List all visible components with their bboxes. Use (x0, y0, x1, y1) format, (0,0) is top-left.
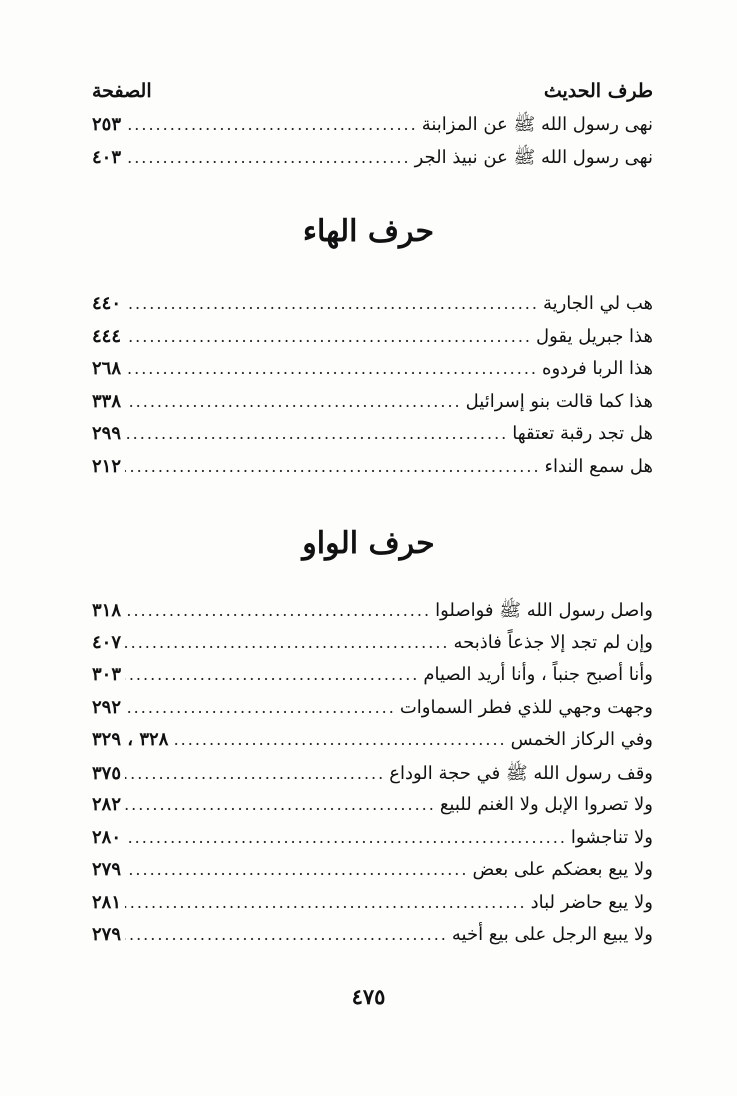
entry-text: واصل رسول الله ﷺ فواصلوا (435, 600, 653, 621)
entry-page: ٣١٨ (92, 600, 122, 621)
index-entry (92, 762, 653, 795)
index-entry (92, 293, 653, 326)
entry-text: هذا كما قالت بنو إسرائيل (465, 390, 653, 412)
leader-dots (125, 764, 385, 783)
entry-text: وجهت وجهي للذي فطر السماوات (399, 696, 653, 718)
entry-page: ٣٣٨ (92, 390, 122, 412)
page-column-label: الصفحة (92, 80, 152, 102)
hadith-column-label: طرف الحديث (543, 80, 653, 102)
leader-dots (125, 925, 448, 944)
index-entry (92, 599, 653, 632)
column-header (92, 78, 653, 104)
section-title-haa: حرف الهاء (302, 214, 435, 249)
entry-text: هل تجد رقبة تعتقها (512, 423, 653, 444)
entry-page: ٤٤٤ (92, 325, 122, 347)
section-title-waw: حرف الواو (302, 526, 435, 561)
entry-page: ٢١٢ (92, 455, 122, 477)
entry-text: وأنا أصبح جنباً ، وأنا أريد الصيام (423, 664, 653, 685)
entry-text: ولا يبع حاضر لباد (530, 891, 653, 913)
index-entry (92, 632, 653, 665)
index-entry (92, 729, 653, 762)
leader-dots (125, 294, 539, 313)
section-haa-entries (92, 293, 653, 488)
continued-entries (92, 113, 653, 178)
leader-dots (125, 698, 396, 717)
index-entry (92, 391, 653, 424)
entry-text: ولا يبيع الرجل على بيع أخيه (451, 924, 653, 945)
entry-page: ٤٤٠ (92, 293, 122, 314)
entry-text: هل سمع النداء (544, 455, 653, 477)
index-entry (92, 113, 653, 146)
index-entry (92, 859, 653, 892)
entry-page: ٤٠٣ (92, 146, 122, 168)
index-entry (92, 358, 653, 391)
entry-page: ٢٧٩ (92, 859, 122, 880)
entry-page: ٢٥٣ (92, 114, 122, 135)
entry-page: ٢٩٢ (92, 696, 122, 718)
index-entry (92, 924, 653, 957)
index-entry (92, 146, 653, 179)
section-waw-entries (92, 599, 653, 957)
leader-dots (125, 359, 538, 378)
leader-dots (125, 893, 527, 912)
index-entry (92, 664, 653, 697)
index-entry (92, 827, 653, 860)
index-entry (92, 697, 653, 730)
entry-text: ولا تناجشوا (570, 826, 653, 848)
entry-text: ولا يبع بعضكم على بعض (472, 859, 653, 880)
leader-dots (125, 665, 419, 684)
entry-page: ٣٠٣ (92, 664, 122, 685)
entry-text: وإن لم تجد إلا جذعاً فاذبحه (453, 631, 653, 653)
leader-dots (125, 392, 462, 411)
leader-dots (125, 327, 532, 346)
leader-dots (125, 633, 449, 652)
entry-text: هذا الربا فردوه (542, 358, 653, 379)
index-entry (92, 423, 653, 456)
leader-dots (125, 601, 431, 620)
index-entry (92, 456, 653, 489)
entry-page: ٤٠٧ (92, 631, 122, 653)
entry-text: ولا تصروا الإبل ولا الغنم للبيع (439, 794, 653, 815)
entry-text: هذا جبريل يقول (535, 325, 653, 347)
index-entry (92, 326, 653, 359)
page-number: ٤٧٥ (351, 984, 386, 1009)
leader-dots (125, 795, 436, 814)
entry-page: ٢٧٩ (92, 924, 122, 945)
entry-text: نهى رسول الله ﷺ عن نبيذ الجر (414, 146, 653, 168)
entry-text: هب لي الجارية (542, 293, 653, 314)
leader-dots (125, 424, 508, 443)
entry-page: ٢٨١ (92, 891, 122, 913)
leader-dots (125, 115, 418, 134)
entry-page: ٣٢٨ ، ٣٢٩ (92, 729, 169, 750)
entry-page: ٢٨٢ (92, 794, 122, 815)
leader-dots (172, 730, 506, 749)
entry-text: وفي الركاز الخمس (510, 729, 653, 750)
leader-dots (125, 828, 567, 847)
index-entry (92, 892, 653, 925)
entry-text: نهى رسول الله ﷺ عن المزابنة (421, 114, 653, 135)
entry-page: ٢٨٠ (92, 826, 122, 848)
entry-page: ٣٧٥ (92, 762, 122, 784)
entry-page: ٢٦٨ (92, 358, 122, 379)
entry-text: وقف رسول الله ﷺ في حجة الوداع (389, 762, 653, 784)
entry-page: ٢٩٩ (92, 423, 122, 444)
leader-dots (125, 148, 411, 167)
index-entry (92, 794, 653, 827)
leader-dots (125, 860, 468, 879)
leader-dots (125, 457, 541, 476)
